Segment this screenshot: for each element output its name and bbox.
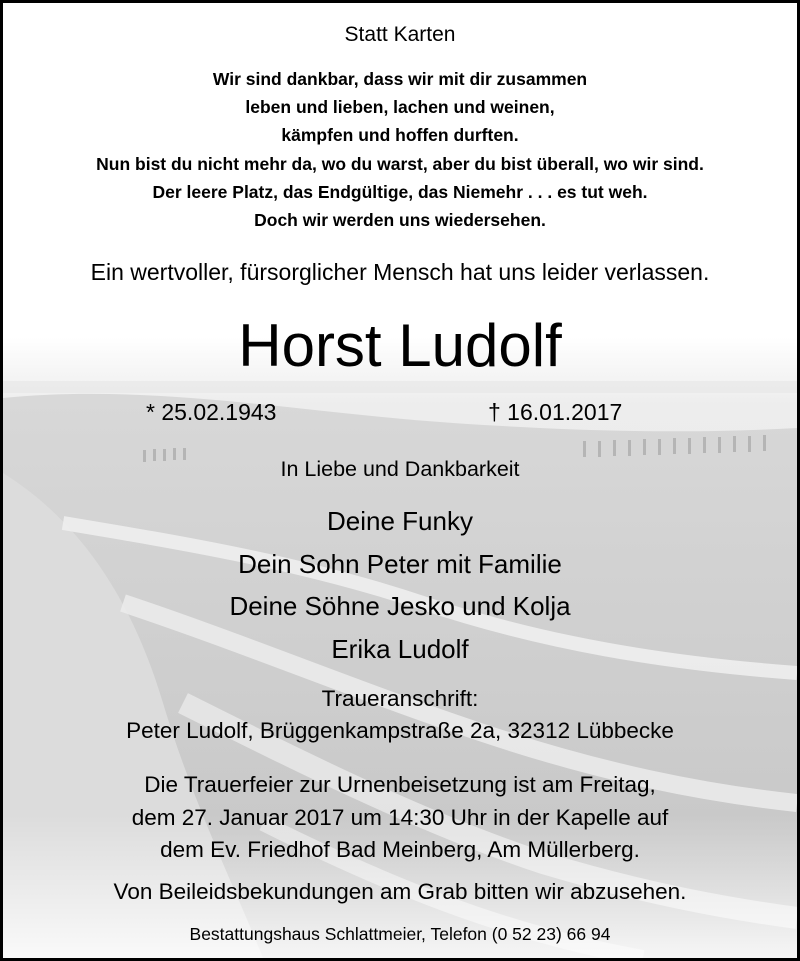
dedication-text: In Liebe und Dankbarkeit [280,457,520,481]
family-member: Erika Ludolf [331,633,469,664]
poem-line: leben und lieben, lachen und weinen, [245,97,555,118]
family-member: Dein Sohn Peter mit Familie [238,548,562,579]
service-line: dem Ev. Friedhof Bad Meinberg, Am Müllerberg. [160,837,640,862]
address-title: Traueranschrift: [321,686,479,711]
family-member: Deine Funky [327,506,473,536]
family-member: Deine Söhne Jesko und Kolja [229,591,571,621]
service-info [3,769,797,867]
condolence-note: Von Beileidsbekundungen am Grab bitten wir abzusehen. [113,879,687,904]
mourning-address: Peter Ludolf, Brüggenkampstraße 2a, 32312 Lübbecke [126,718,674,743]
header-text: Statt Karten [344,23,456,46]
poem-line: Der leere Platz, das Endgültige, das Niemehr . . . es tut weh. [152,181,648,202]
poem-line: Doch wir werden uns wiedersehen. [254,210,546,231]
family-list [3,500,797,670]
intro-text: Ein wertvoller, fürsorglicher Mensch hat uns leider verlassen. [90,259,710,285]
service-line: dem 27. Januar 2017 um 14:30 Uhr in der Kapelle auf [131,804,669,830]
poem-line: Wir sind dankbar, dass wir mit dir zusammen [212,69,588,89]
poem [3,65,797,234]
undertaker-info: Bestattungshaus Schlattmeier, Telefon (0 52 23) 66 94 [189,924,611,944]
poem-line: Nun bist du nicht mehr da, wo du warst, aber du bist überall, wo wir sind. [96,153,704,174]
birth-date: * 25.02.1943 [146,399,277,425]
death-date: † 16.01.2017 [488,399,623,425]
service-line: Die Trauerfeier zur Urnenbeisetzung ist am Freitag, [144,772,656,797]
poem-line: kämpfen und hoffen durften. [281,125,519,146]
deceased-name: Horst Ludolf [238,312,562,379]
